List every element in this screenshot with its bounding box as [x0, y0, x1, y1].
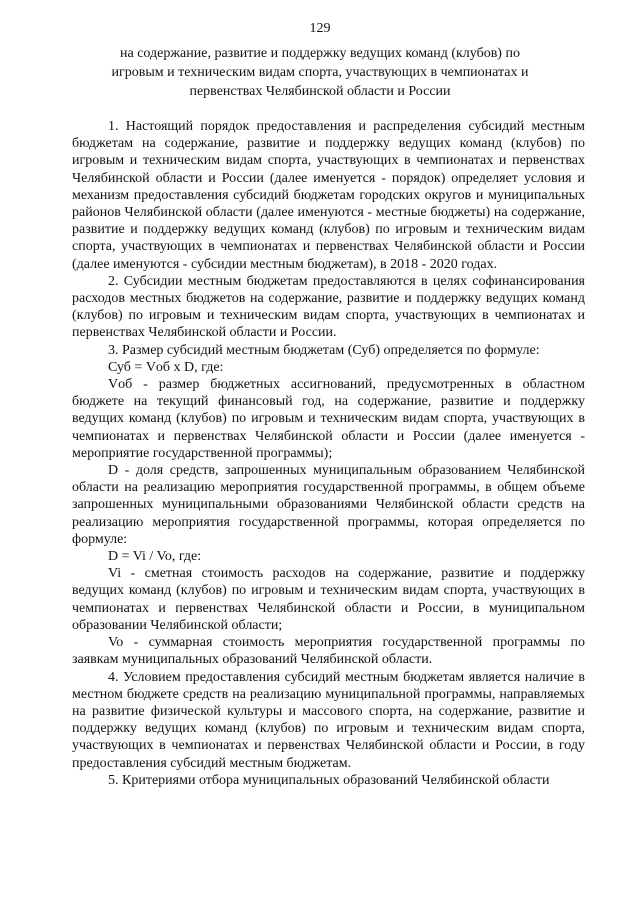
definition-vi: Vi - сметная стоимость расходов на содержание, развитие и поддержку ведущих команд (клубов) по игровым и техническим видам спорта, участвующих в чемпионатах и первенствах Челябинской области и России, в муниципальном образовании Челябинской области;: [72, 566, 585, 633]
document-body: [72, 118, 585, 789]
definition-vob: Vоб - размер бюджетных ассигнований, предусмотренных в областном бюджете на текущий финансовый год, на содержание, развитие и поддержку ведущих команд (клубов) по игровым и техническим видам спорта, участвующих в чемпионатах и первенствах Челябинской области и России (далее именуется - мероприятие государственной программы);: [72, 377, 585, 461]
formula-sub: Суб = Vоб x D, где:: [108, 359, 224, 375]
paragraph-2: 2. Субсидии местным бюджетам предоставляются в целях софинансирования расходов местных бюджетов на содержание, развитие и поддержку ведущих команд (клубов) по игровым и техническим видам спорта, участвующих в чемпионатах и первенствах Челябинской области и России.: [72, 273, 585, 341]
definition-vo: Vo - суммарная стоимость мероприятия государственной программы по заявкам муниципальных образований Челябинской области.: [72, 635, 585, 668]
paragraph-5: 5. Критериями отбора муниципальных образований Челябинской области: [108, 772, 550, 788]
section-title: на содержание, развитие и поддержку ведущих команд (клубов) по игровым и техническим видам спорта, участвующих в чемпионатах и первенствах Челябинской области и России: [111, 46, 529, 99]
page-number: 129: [309, 21, 331, 36]
formula-d: D = Vi / Vo, где:: [108, 549, 202, 565]
paragraph-3: 3. Размер субсидий местным бюджетам (Суб) определяется по формуле:: [108, 342, 540, 358]
paragraph-1: 1. Настоящий порядок предоставления и распределения субсидий местным бюджетам на содержание, развитие и поддержку ведущих команд (клубов) по игровым и техническим видам спорта, участвующих в чемпионатах и первенствах Челябинской области и России (далее именуется - порядок) определяет условия и механизм предоставления субсидий бюджетам городских округов и муниципальных районов Челябинской области (далее именуются - местные бюджеты) на содержание, развитие и поддержку ведущих команд (клубов) по игровым и техническим видам спорта, участвующих в чемпионатах и первенствах Челябинской области и России (далее именуются - субсидии местным бюджетам), в 2018 - 2020 годах.: [72, 119, 585, 272]
paragraph-4: 4. Условием предоставления субсидий местным бюджетам является наличие в местном бюджете средств на реализацию муниципальной программы, направляемых на развитие физической культуры и массового спорта, на содержание, развитие и поддержку ведущих команд (клубов) по игровым и техническим видам спорта, участвующих в чемпионатах и первенствах Челябинской области и России, в году предоставления субсидий местным бюджетам.: [72, 669, 585, 771]
definition-d: D - доля средств, запрошенных муниципальным образованием Челябинской области на реализацию мероприятия государственной программы, в общем объеме запрошенных муниципальными образованиями Челябинской области средств на реализацию мероприятия государственной программы, которая определяется по формуле:: [72, 463, 585, 547]
